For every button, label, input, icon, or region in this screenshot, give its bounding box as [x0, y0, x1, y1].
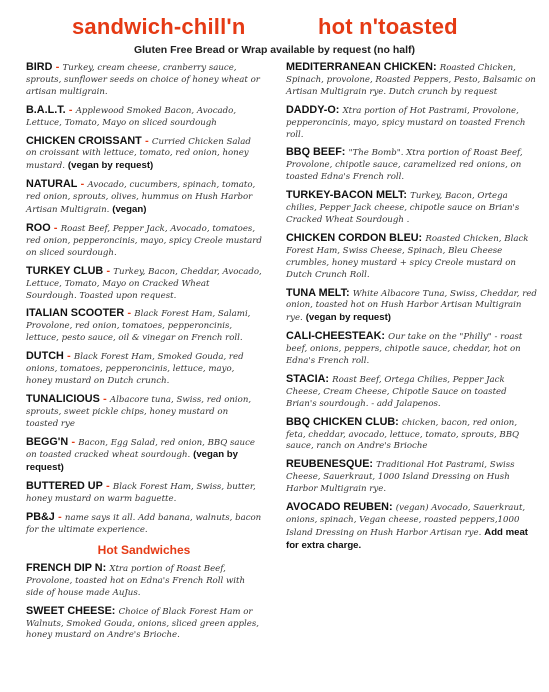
menu-item-description: Avocado, cucumbers, spinach, tomato, red onion, sprouts, olives, hummus on Hush Harbor Artisan Multigrain. [26, 180, 256, 216]
menu-item [286, 288, 538, 326]
menu-item [286, 62, 538, 99]
menu-item [286, 105, 538, 142]
menu-item [286, 331, 538, 368]
left-column [26, 62, 262, 648]
menu-item-name: BEGG'N [26, 435, 69, 448]
toasted-sandwich-list [286, 62, 538, 553]
menu-item-description: "The Bomb". Xtra portion of Roast Beef, Provolone, chipotle sauce, caramelized red onions, on toasted Edna's French roll. [286, 148, 523, 183]
menu-item [26, 351, 262, 388]
menu-item-tag: (vegan by request) [67, 160, 154, 172]
hot-sandwich-list [26, 563, 262, 642]
menu-item-description: Bacon, Egg Salad, red onion, BBQ sauce on toasted cracked wheat sourdough. [26, 437, 255, 461]
menu-item-description: Xtra portion of Hot Pastrami, Provolone, pepperoncinis, mayo, spicy mustard on toasted French roll. [286, 105, 526, 140]
menu-item-name: BUTTERED UP [26, 480, 103, 493]
menu-item-name: NATURAL [26, 178, 78, 191]
right-column [286, 62, 538, 559]
menu-item [26, 308, 262, 345]
menu-item-separator: - [99, 394, 110, 405]
menu-item-separator: - [52, 63, 63, 73]
menu-item [286, 233, 538, 282]
menu-item-tag: Add meat for extra charge. [286, 526, 528, 551]
menu-item-description: chicken, bacon, red onion, feta, cheddar, avocado, lettuce, tomato, sprouts, BBQ sauce, ranch on Andre's Brioche [286, 417, 520, 452]
menu-item [26, 563, 262, 600]
menu-item-name: DUTCH [26, 350, 64, 363]
menu-item [26, 512, 262, 537]
menu-item [26, 179, 262, 217]
menu-item-description: Xtra portion of Roast Beef, Provolone, toasted hot on Edna's French Roll with side of house made AuJus. [26, 563, 246, 598]
menu-item [286, 502, 538, 553]
menu-item-name: TURKEY-BACON MELT: [286, 189, 407, 202]
menu-item [26, 223, 262, 260]
hot-sandwiches-heading: hot n'toasted [318, 14, 458, 39]
menu-item [286, 190, 538, 227]
menu-item-name: TURKEY CLUB [26, 264, 104, 277]
menu-item-separator: - [50, 223, 61, 234]
menu-item-tag: (vegan by request) [26, 449, 238, 474]
menu-item-name: CHICKEN CROISSANT [26, 134, 142, 147]
menu-item-description: Traditional Hot Pastrami, Swiss Cheese, Sauerkraut, 1000 Island Dressing on Hush Harbor Multigrain rye. [286, 460, 515, 495]
menu-item-separator: - [103, 266, 114, 277]
menu-item-separator: - [54, 513, 65, 524]
menu-item-separator: - [77, 180, 88, 191]
menu-item-name: STACIA: [286, 372, 329, 385]
menu-item-description: Black Forest Ham, Salami, Provolone, red onion, tomatoes, pepperoncinis, lettuce, pesto sauce, oil & vinegar on French roll. [26, 309, 251, 344]
menu-item-description: Roast Beef, Pepper Jack, Avocado, tomatoes, red onion, pepperoncinis, mayo, spicy Creole mustard on sliced sourdough. [26, 223, 262, 258]
menu-item-description: Curried Chicken Salad on croissant with lettuce, tomato, red onion, honey mustard. [26, 136, 251, 172]
menu-item-name: REUBENESQUE: [286, 458, 373, 471]
menu-item-name: DADDY-O: [286, 103, 340, 116]
menu-item-separator: - [65, 105, 76, 116]
menu-item-description: Albacore tuna, Swiss, red onion, sprouts, sweet pickle chips, honey mustard on toasted rye [26, 394, 252, 429]
menu-item-name: TUNA MELT: [286, 286, 350, 299]
menu-item [26, 105, 262, 130]
gluten-free-note: Gluten Free Bread or Wrap available by request (no half) [133, 44, 416, 56]
menu-item-name: FRENCH DIP N: [26, 561, 107, 574]
menu-item [26, 136, 262, 174]
menu-item [26, 481, 262, 506]
menu-item-name: CALI-CHEESTEAK: [286, 330, 385, 343]
menu-item-description: White Albacore Tuna, Swiss, Cheddar, red onion, toasted hot on Hush Harbor Artisan Multigrain rye. [286, 288, 537, 324]
menu-item-description: Our take on the "Philly" - roast beef, onions, peppers, chipotle sauce, cheddar, hot on Edna's French roll. [286, 332, 523, 367]
menu-item-description: Black Forest Ham, Swiss, butter, honey mustard on warm baguette. [26, 482, 256, 505]
menu-item-separator: - [141, 136, 152, 147]
menu-item-separator: - [102, 482, 113, 493]
menu-item-name: BBQ BEEF: [286, 146, 346, 159]
menu-item [286, 459, 538, 496]
menu-item-description: Roast Beef, Ortega Chilies, Pepper Jack Cheese, Cream Cheese, Chipotle Sauce on toasted Brian's sourdough. - add Jalapenos. [286, 374, 507, 409]
menu-item-tag: (vegan by request) [305, 312, 391, 324]
menu-item-description: Turkey, cream cheese, cranberry sauce, sprouts, sunflower seeds on choice of honey wheat or artisan multigrain. [26, 63, 260, 97]
menu-item-separator: - [63, 352, 74, 363]
menu-item-description: Choice of Black Forest Ham or Walnuts, Smoked Gouda, onions, sliced green apples, honey mustard on Andre's Brioche. [26, 606, 259, 641]
menu-item-name: PB&J [26, 511, 55, 524]
menu-item [286, 147, 538, 184]
menu-item [26, 606, 262, 643]
menu-item-name: ITALIAN SCOOTER [26, 307, 125, 320]
menu-item-name: CHICKEN CORDON BLEU: [286, 231, 423, 244]
menu-item-description: Turkey, Bacon, Cheddar, Avocado, Lettuce, Tomato, Mayo on Cracked Wheat Sourdough. Toasted upon request. [26, 266, 262, 301]
menu-item-name: SWEET CHEESE: [26, 604, 116, 617]
menu-item-tag: (vegan) [112, 204, 147, 216]
menu-item [26, 266, 262, 303]
menu-item-name: MEDITERRANEAN CHICKEN: [286, 61, 437, 73]
menu-item-name: TUNALICIOUS [26, 392, 100, 405]
menu-item-name: BBQ CHICKEN CLUB: [286, 415, 399, 428]
menu-item-description: Applewood Smoked Bacon, Avocado, Lettuce, Tomato, Mayo on sliced sourdough [26, 105, 237, 128]
menu-item [26, 394, 262, 431]
menu-item-description: Turkey, Bacon, Ortega chilies, Pepper Jack cheese, chipotle sauce on Brian's Cracked Wheat Sourdough . [286, 191, 520, 225]
menu-item [286, 374, 538, 411]
menu-item-name: AVOCADO REUBEN: [286, 501, 393, 514]
menu-item-description: Roasted Chicken, Black Forest Ham, Swiss Cheese, Spinach, Bleu Cheese crumbles, honey mustard + spicy Creole mustard on Dutch Crunch Roll. [286, 233, 529, 280]
menu-item-name: BIRD [26, 61, 53, 73]
menu-item-separator: - [68, 437, 79, 448]
menu-item-description: (vegan) Avocado, Sauerkraut, onions, spinach, Vegan cheese, roasted peppers,1000 Island Dressing on Hush Harbor Artisan rye. [286, 503, 526, 538]
menu-item-description: Black Forest Ham, Smoked Gouda, red onions, tomatoes, pepperoncinis, lettuce, mayo, honey mustard on Dutch crunch. [26, 352, 244, 386]
menu-item [26, 62, 262, 99]
menu-item [26, 437, 262, 476]
cold-sandwich-list [26, 62, 262, 537]
menu-item-description: Roasted Chicken, Spinach, provolone, Roasted Peppers, Pesto, Balsamic on Artisan Multigrain rye. Dutch crunch by request [286, 63, 536, 97]
menu-item-separator: - [124, 309, 135, 320]
menu-item-name: B.A.L.T. [26, 103, 66, 116]
hot-sandwiches-section-title: Hot Sandwiches [97, 542, 191, 557]
menu-item-description: name says it all. Add banana, walnuts, bacon for the ultimate experience. [26, 513, 262, 535]
cold-sandwiches-heading: sandwich-chill'n [72, 14, 246, 39]
menu-item-name: ROO [26, 221, 51, 234]
menu-item [286, 417, 538, 454]
